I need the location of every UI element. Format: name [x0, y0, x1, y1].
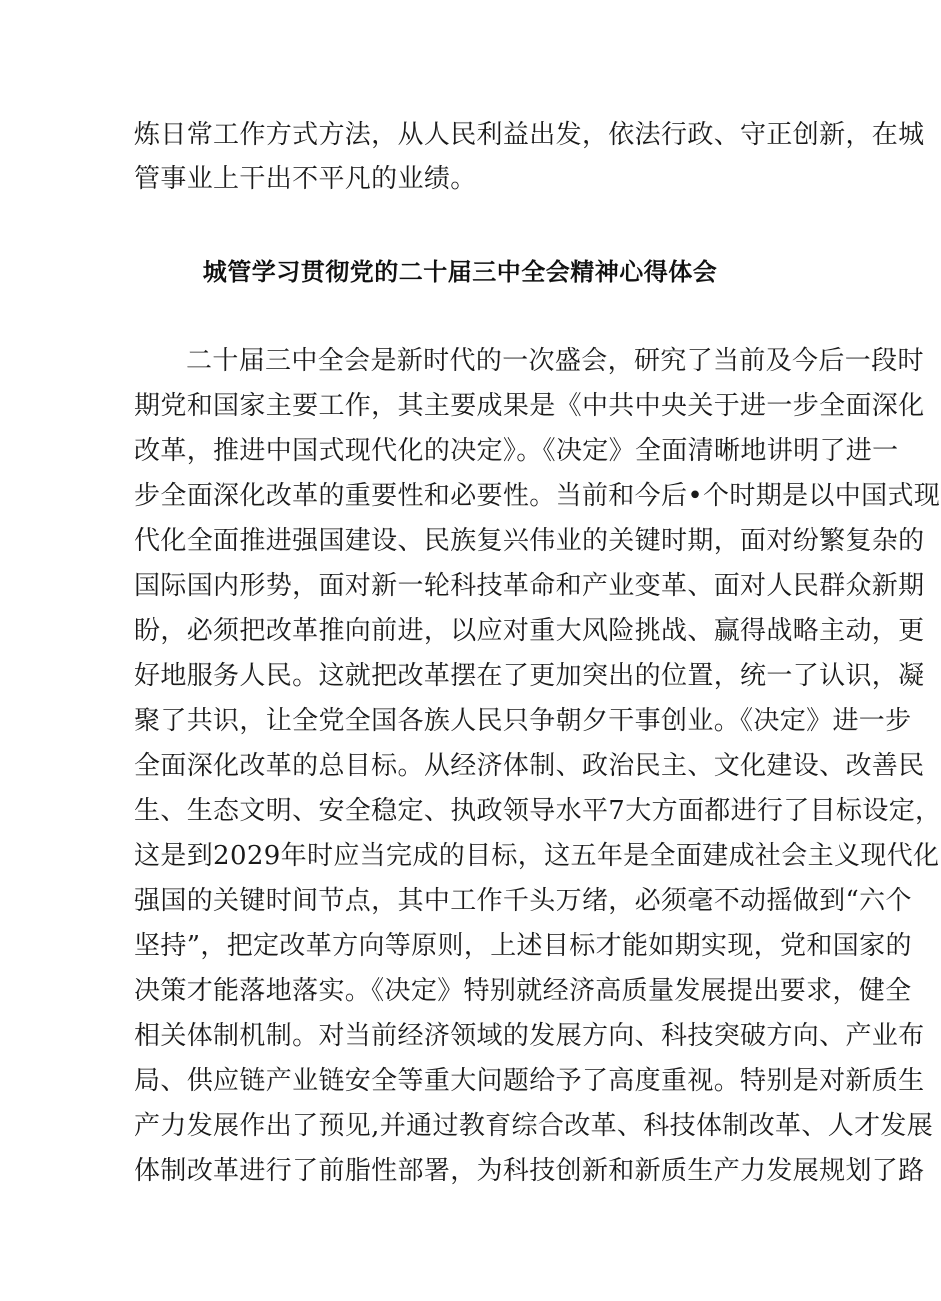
body-line-12: 这是到2029年时应当完成的目标，这五年是全面建成社会主义现代化 [134, 841, 940, 871]
document-title: 城管学习贯彻党的二十届三中全会精神心得体会 [202, 258, 718, 286]
body-line-7: 盼，必须把改革推向前进，以应对重大风险挑战、赢得战略主动，更 [134, 616, 925, 646]
body-line-10: 全面深化改革的总目标。从经济体制、政治民主、文化建设、改善民 [134, 751, 925, 781]
intro-line-1: 炼日常工作方式方法，从人民利益出发，依法行政、守正创新，在城 [134, 120, 925, 150]
body-line-4: 步全面深化改革的重要性和必要性。当前和今后•个时期是以中国式现 [134, 481, 941, 511]
body-line-19: 体制改革进行了前脂性部署，为科技创新和新质生产力发展规划了路 [134, 1156, 925, 1186]
body-line-13: 强国的关键时间节点，其中工作千头万绪，必须毫不动摇做到“六个 [134, 886, 912, 916]
body-line-5: 代化全面推进强国建设、民族复兴伟业的关键时期，面对纷繁复杂的 [134, 526, 925, 556]
body-line-8: 好地服务人民。这就把改革摆在了更加突出的位置，统一了认识，凝 [134, 661, 925, 691]
body-line-17: 局、供应链产业链安全等重大问题给予了高度重视。特别是对新质生 [134, 1066, 925, 1096]
body-line-9: 聚了共识，让全党全国各族人民只争朝夕干事创业。《决定》进一步 [134, 706, 912, 736]
body-line-16: 相关体制机制。对当前经济领域的发展方向、科技突破方向、产业布 [134, 1021, 925, 1051]
body-line-15: 决策才能落地落实。《决定》特别就经济高质量发展提出要求，健全 [134, 976, 912, 1006]
body-line-14: 坚持”，把定改革方向等原则，上述目标才能如期实现，党和国家的 [134, 931, 912, 961]
body-line-3: 改革，推进中国式现代化的决定》。《决定》全面清晰地讲明了进一 [134, 436, 899, 466]
body-line-1: 二十届三中全会是新时代的一次盛会，研究了当前及今后一段时 [186, 346, 924, 376]
body-line-6: 国际国内形势，面对新一轮科技革命和产业变革、面对人民群众新期 [134, 571, 925, 601]
body-line-11: 生、生态文明、安全稳定、执政领导水平7大方面都进行了目标设定， [134, 796, 941, 826]
intro-line-2: 管事业上干出不平凡的业绩。 [134, 164, 477, 194]
body-line-2: 期党和国家主要工作，其主要成果是《中共中央关于进一步全面深化 [134, 391, 925, 421]
body-line-18: 产力发展作出了预见,并通过教育综合改革、科技体制改革、人才发展 [134, 1111, 934, 1141]
